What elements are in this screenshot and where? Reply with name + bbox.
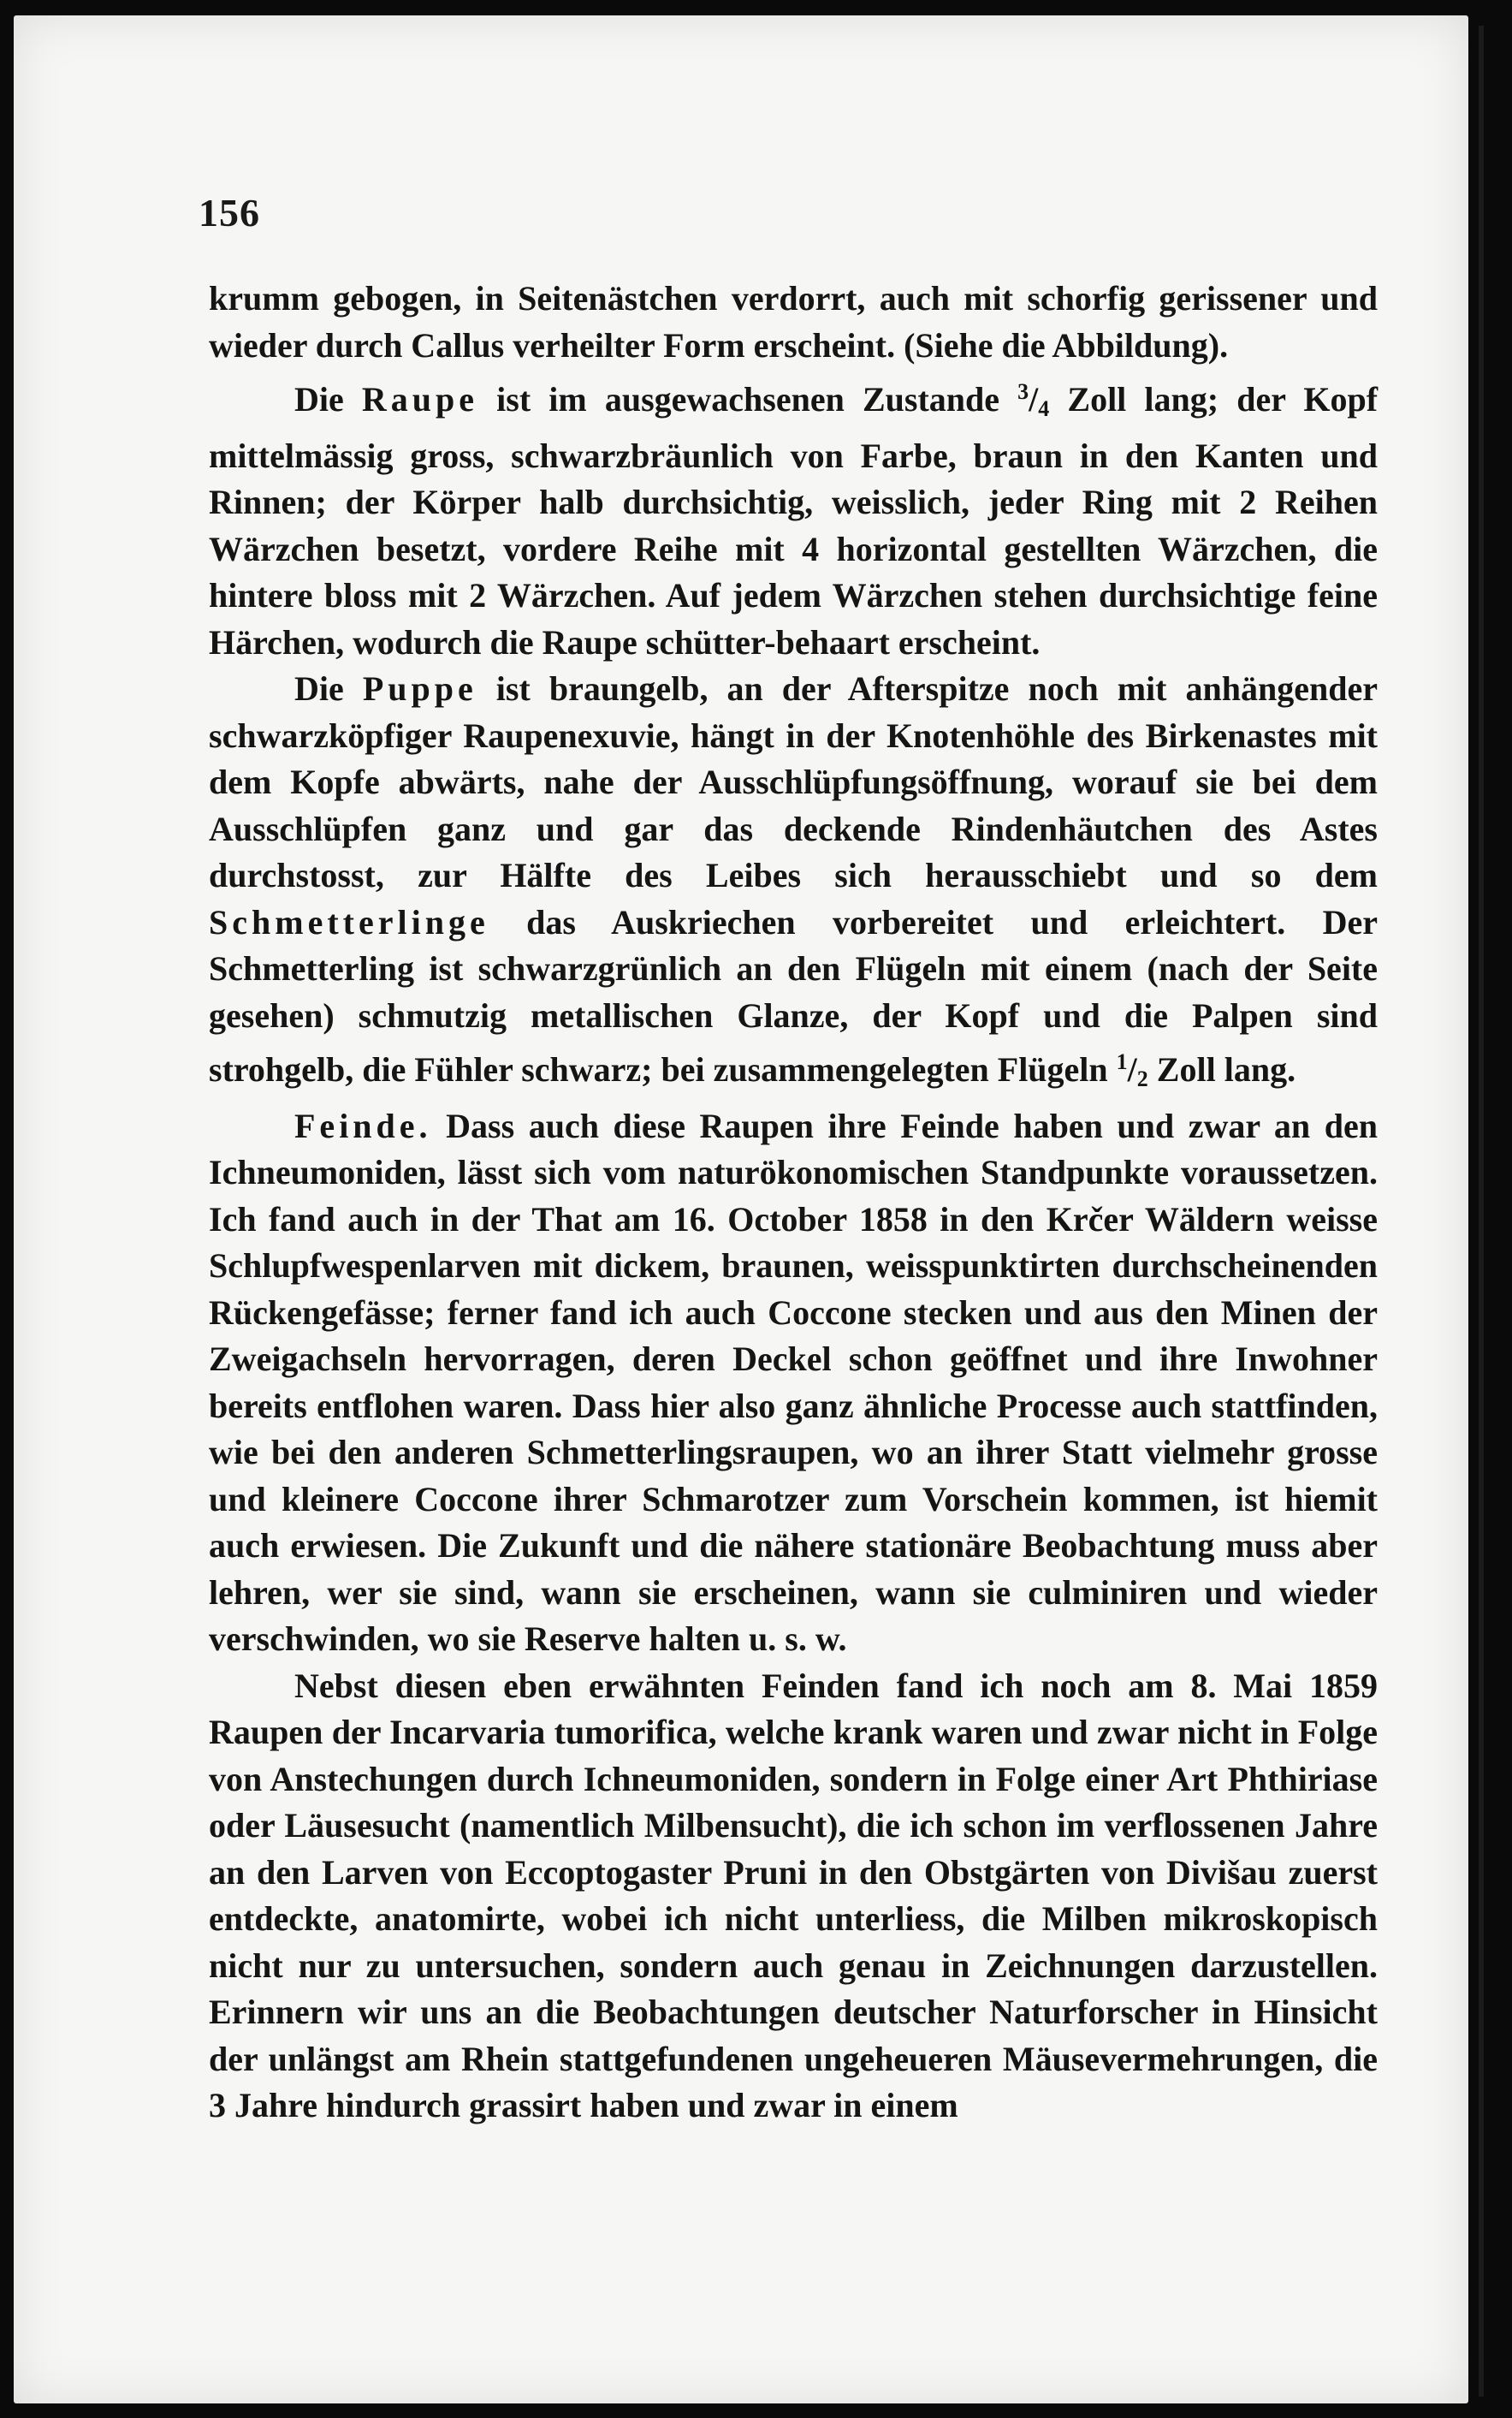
term-feinde: Feinde. (294, 1106, 432, 1145)
paragraph-raupe-text-2: Zoll lang; der Kopf mittelmässig gross, schwarzbräunlich von Farbe, braun in den Kanten und Rinnen; der Körper halb durchsichtig, weisslich, jeder Ring mit 2 Reihen Wärzchen besetzt, vordere Reihe mit 4 horizontal gestellten Wärzchen, die hintere bloss mit 2 Wärzchen. Auf jedem Wärzchen stehen durchsichtige feine Härchen, wodurch die Raupe schütter-behaart erscheint. (209, 380, 1379, 662)
body-text (209, 276, 1378, 2130)
page-edge-shadow (1479, 26, 1484, 2397)
paragraph-continuation: krumm gebogen, in Seitenästchen verdorrt, auch mit schorfig gerissener und wieder durch Callus verheilter Form erscheint. (Siehe die Abbildung). (209, 279, 1378, 365)
paragraph-puppe-text-2: das Auskriechen vorbereitet und erleichtert. Der Schmetterling ist schwarzgrünlich an den Flügeln mit einem (nach der Seite gesehen) schmutzig metallischen Glanze, der Kopf und die Palpen sind strohgelb, die Fühler schwarz; bei zusammengelegten Flügeln (209, 902, 1378, 1089)
page-number: 156 (199, 191, 260, 235)
fraction-numerator-2: 1 (1116, 1049, 1128, 1074)
fraction-denominator-2: 2 (1136, 1066, 1148, 1091)
fraction-numerator: 3 (1017, 379, 1029, 404)
paragraph-raupe-text-1: ist im ausgewachsenen Zustande (496, 380, 1000, 419)
paragraph-nebst: Nebst diesen eben erwähnten Feinden fand ich noch am 8. Mai 1859 Raupen der Incarvaria tumorifica, welche krank waren und zwar nicht in Folge von Anstechungen durch Ichneumoniden, sondern in Folge einer Art Phthiriase oder Läusesucht (namentlich Milbensucht), die ich schon im verflossenen Jahre an den Larven von Eccoptogaster Pruni in den Obstgärten von Divišau zuerst entdeckte, anatomirte, wobei ich nicht unterliess, die Milben mikroskopisch nicht nur zu untersuchen, sondern auch genau in Zeichnungen darzustellen. Erinnern wir uns an die Beobachtungen deutscher Naturforscher in Hinsicht der unlängst am Rhein stattgefundenen ungeheueren Mäusevermehrungen, die 3 Jahre hindurch grassirt haben und zwar in einem (209, 1666, 1378, 2124)
paragraph-puppe: Die Puppe ist braungelb, an der Afterspitze noch mit anhängender schwarzköpfiger Raupenexuvie, hängt in der Knotenhöhle des Birkenastes mit dem Kopfe abwärts, nahe der Ausschlüpfungsöffnung, worauf sie bei dem Ausschlüpfen ganz und gar das deckende Rindenhäutchen des Astes durchstosst, zur Hälfte des Leibes sich herausschiebt und so dem Schmetterlinge das Auskriechen vorbereitet und erleichtert. Der Schmetterling ist schwarzgrünlich an den Flügeln mit einem (nach der Seite gesehen) schmutzig metallischen Glanze, der Kopf und die Palpen sind strohgelb, die Fühler schwarz; bei zusammengelegten Flügeln $^1/_2$ Zoll lang. (209, 669, 1379, 1091)
paragraph-raupe-pre: Die (294, 380, 344, 419)
term-schmetterlinge: Schmetterlinge (209, 902, 489, 942)
paragraph-puppe-pre: Die (294, 669, 344, 708)
term-raupe: Raupe (361, 380, 479, 419)
paragraph-feinde (209, 1103, 1378, 1663)
paragraph-feinde-text: Dass auch diese Raupen ihre Feinde haben und zwar an den Ichneumoniden, lässt sich vom naturökonomischen Standpunkte voraussetzen. Ich fand auch in der That am 16. October 1858 in den Krčer Wäldern weisse Schlupfwespenlarven mit dickem, braunen, weisspunktirten durchscheinenden Rückengefässe; ferner fand ich auch Coccone stecken und aus den Minen der Zweigachseln hervorragen, deren Deckel schon geöffnet und ihre Inwohner bereits entflohen waren. Dass hier also ganz ähnliche Processe auch stattfinden, wie bei den anderen Schmetterlingsraupen, wo an ihrer Statt vielmehr grosse und kleinere Coccone ihrer Schmarotzer zum Vorschein kommen, ist hiemit auch erwiesen. Die Zukunft und die nähere stationäre Beobachtung muss aber lehren, wer sie sind, wann sie erscheinen, wann sie culminiren und wieder verschwinden, wo sie Reserve halten u. s. w. (209, 1106, 1378, 1658)
fraction-denominator: 4 (1038, 396, 1050, 421)
paragraph-puppe-text-1: ist braungelb, an der Afterspitze noch mit anhängender schwarzköpfiger Raupenexuvie, hängt in der Knotenhöhle des Birkenastes mit dem Kopfe abwärts, nahe der Ausschlüpfungsöffnung, worauf sie bei dem Ausschlüpfen ganz und gar das deckende Rindenhäutchen des Astes durchstosst, zur Hälfte des Leibes sich herausschiebt und so dem (209, 669, 1379, 894)
paragraph-puppe-text-3: Zoll lang. (1156, 1050, 1296, 1089)
term-puppe: Puppe (362, 669, 477, 708)
paragraph-raupe: Die Raupe ist im ausgewachsenen Zustande $^3/_4$ Zoll lang; der Kopf mittelmässig gross, schwarzbräunlich von Farbe, braun in den Kanten und Rinnen; der Körper halb durchsichtig, weisslich, jeder Ring mit 2 Reihen Wärzchen besetzt, vordere Reihe mit 4 horizontal gestellten Wärzchen, die hintere bloss mit 2 Wärzchen. Auf jedem Wärzchen stehen durchsichtige feine Härchen, wodurch die Raupe schütter-behaart erscheint. (209, 379, 1379, 662)
